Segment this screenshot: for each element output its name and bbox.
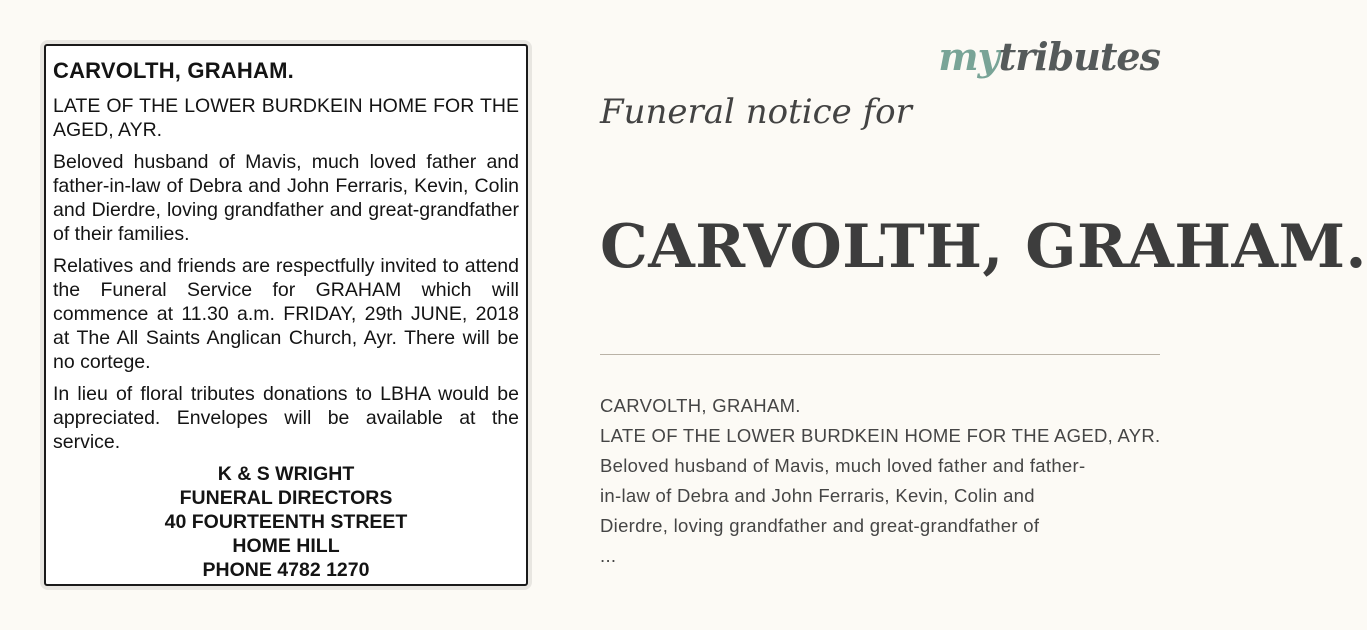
notice-image [40, 40, 532, 590]
notice-type-label: Funeral notice for [600, 92, 912, 132]
summary-line: CARVOLTH, GRAHAM. [600, 395, 801, 416]
logo-part-my: my [938, 34, 999, 79]
logo-part-tributes: tributes [998, 34, 1160, 79]
director-line: 40 FOURTEENTH STREET [164, 511, 408, 533]
notice-paragraph: Beloved husband of Mavis, much loved father and father-in-law of Debra and John Ferraris, Kevin, Colin and Dierdre, loving grandfather and great-grandfather of their families. [53, 151, 519, 245]
divider [600, 354, 1160, 355]
mytributes-logo[interactable] [938, 34, 1160, 79]
summary-line: Dierdre, loving grandfather and great-grandfather of [600, 515, 1040, 536]
notice-body [44, 44, 528, 586]
summary-line: Beloved husband of Mavis, much loved father and father- [600, 455, 1086, 476]
summary-line: in-law of Debra and John Ferraris, Kevin, Colin and [600, 485, 1035, 506]
deceased-name: CARVOLTH, GRAHAM. [600, 212, 1367, 282]
director-line: K & S WRIGHT [217, 463, 355, 485]
funeral-director-block [53, 462, 519, 582]
director-line: FUNERAL DIRECTORS [179, 487, 393, 509]
notice-paragraph: Relatives and friends are respectfully invited to attend the Funeral Service for GRAHAM which will commence at 11.30 a.m. FRIDAY, 29th JUNE, 2018 at The All Saints Anglican Church, Ayr. There will be no cortege. [53, 255, 519, 373]
summary-ellipsis: ... [600, 545, 617, 566]
director-line: PHONE 4782 1270 [202, 559, 370, 581]
summary-line: LATE OF THE LOWER BURDKEIN HOME FOR THE AGED, AYR. [600, 425, 1161, 446]
notice-paragraph: In lieu of floral tributes donations to LBHA would be appreciated. Envelopes will be available at the service. [53, 383, 519, 453]
notice-title: CARVOLTH, GRAHAM. [53, 58, 294, 83]
notice-summary [600, 391, 1180, 571]
director-line: HOME HILL [232, 535, 340, 557]
notice-paragraph: LATE OF THE LOWER BURDKEIN HOME FOR THE AGED, AYR. [53, 95, 519, 141]
